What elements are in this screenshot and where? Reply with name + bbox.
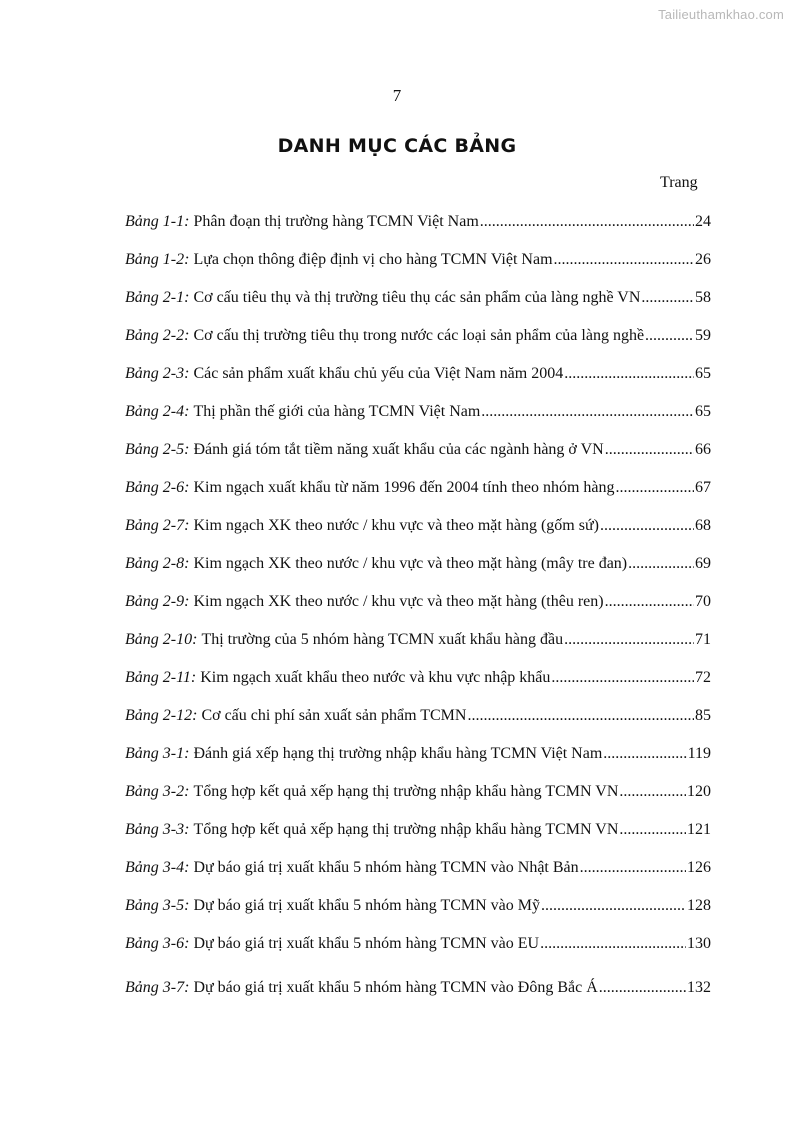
entry-label: Bảng 2-4:: [125, 403, 190, 420]
entry-title: Lựa chọn thông điệp định vị cho hàng TCMN Việt Nam: [193, 251, 553, 268]
entry-label: Bảng 2-10:: [125, 631, 198, 648]
entry-title: Đánh giá xếp hạng thị trường nhập khẩu hàng TCMN Việt Nam: [193, 745, 603, 762]
dot-leader: [564, 355, 694, 393]
entry-label: Bảng 3-2:: [125, 783, 190, 800]
toc-entry: [125, 811, 711, 849]
toc-entry: [125, 735, 711, 773]
entry-page-number: 66: [695, 441, 711, 458]
entry-title: Dự báo giá trị xuất khẩu 5 nhóm hàng TCMN vào EU: [193, 935, 540, 952]
entry-label: Bảng 2-6:: [125, 479, 190, 496]
dot-leader: [628, 545, 694, 583]
entry-page-number: 65: [695, 365, 711, 382]
entry-page-number: 68: [695, 517, 711, 534]
toc-entry: [125, 355, 711, 393]
entry-page-number: 26: [695, 251, 711, 268]
entry-label: Bảng 3-5:: [125, 897, 190, 914]
entry-label: Bảng 2-1:: [125, 289, 190, 306]
entry-page-number: 130: [687, 935, 711, 952]
entry-label: Bảng 3-4:: [125, 859, 190, 876]
toc-entry: [125, 659, 711, 697]
entry-title: Đánh giá tóm tắt tiềm năng xuất khẩu của các ngành hàng ở VN: [193, 441, 604, 458]
page-title: DANH MỤC CÁC BẢNG: [277, 135, 517, 157]
toc-entry: [125, 969, 711, 1007]
dot-leader: [641, 279, 694, 317]
entry-page-number: 58: [695, 289, 711, 306]
dot-leader: [615, 469, 694, 507]
entry-title: Thị trường của 5 nhóm hàng TCMN xuất khẩu hàng đầu: [201, 631, 564, 648]
dot-leader: [481, 393, 694, 431]
entry-title: Tổng hợp kết quả xếp hạng thị trường nhập khẩu hàng TCMN VN: [193, 783, 619, 800]
entry-title: Kim ngạch XK theo nước / khu vực và theo mặt hàng (thêu ren): [193, 593, 604, 610]
dot-leader: [603, 735, 686, 773]
entry-title: Thị phần thế giới của hàng TCMN Việt Nam: [193, 403, 481, 420]
entry-title: Tổng hợp kết quả xếp hạng thị trường nhập khẩu hàng TCMN VN: [193, 821, 619, 838]
entry-label: Bảng 3-1:: [125, 745, 190, 762]
dot-leader: [564, 621, 694, 659]
entry-label: Bảng 3-7:: [125, 979, 190, 996]
toc-entry: [125, 393, 711, 431]
entry-label: Bảng 2-5:: [125, 441, 190, 458]
entry-page-number: 70: [695, 593, 711, 610]
entry-label: Bảng 3-3:: [125, 821, 190, 838]
watermark: Tailieuthamkhao.com: [658, 7, 784, 22]
toc-entry: [125, 241, 711, 279]
dot-leader: [580, 849, 686, 887]
toc-entry: [125, 887, 711, 925]
toc-entry: [125, 621, 711, 659]
entry-page-number: 126: [687, 859, 711, 876]
entry-label: Bảng 2-11:: [125, 669, 197, 686]
dot-leader: [551, 659, 694, 697]
entry-page-number: 65: [695, 403, 711, 420]
entry-label: Bảng 2-7:: [125, 517, 190, 534]
entry-label: Bảng 2-3:: [125, 365, 190, 382]
entry-title: Cơ cấu chi phí sản xuất sản phẩm TCMN: [201, 707, 467, 724]
dot-leader: [599, 969, 686, 1007]
dot-leader: [480, 203, 694, 241]
entry-page-number: 59: [695, 327, 711, 344]
entry-title: Dự báo giá trị xuất khẩu 5 nhóm hàng TCMN vào Đông Bắc Á: [193, 979, 598, 996]
dot-leader: [554, 241, 694, 279]
entry-page-number: 132: [687, 979, 711, 996]
entry-title: Kim ngạch XK theo nước / khu vực và theo mặt hàng (gốm sứ): [193, 517, 599, 534]
entry-page-number: 24: [695, 213, 711, 230]
toc-entry: [125, 317, 711, 355]
toc-entry: [125, 507, 711, 545]
entry-title: Dự báo giá trị xuất khẩu 5 nhóm hàng TCMN vào Mỹ: [193, 897, 540, 914]
entry-page-number: 69: [695, 555, 711, 572]
toc-entry: [125, 431, 711, 469]
dot-leader: [600, 507, 694, 545]
entry-label: Bảng 2-8:: [125, 555, 190, 572]
entry-page-number: 71: [695, 631, 711, 648]
toc-entry: [125, 583, 711, 621]
toc-entry: [125, 203, 711, 241]
entry-title: Dự báo giá trị xuất khẩu 5 nhóm hàng TCMN vào Nhật Bản: [193, 859, 579, 876]
dot-leader: [467, 697, 694, 735]
entry-label: Bảng 2-12:: [125, 707, 198, 724]
entry-page-number: 85: [695, 707, 711, 724]
entry-label: Bảng 2-2:: [125, 327, 190, 344]
entry-title: Cơ cấu tiêu thụ và thị trường tiêu thụ các sản phẩm của làng nghề VN: [193, 289, 641, 306]
entry-label: Bảng 1-1:: [125, 213, 190, 230]
toc-entry: [125, 773, 711, 811]
dot-leader: [619, 811, 686, 849]
entry-title: Kim ngạch XK theo nước / khu vực và theo mặt hàng (mây tre đan): [193, 555, 628, 572]
entry-label: Bảng 2-9:: [125, 593, 190, 610]
dot-leader: [541, 887, 686, 925]
toc-entry: [125, 925, 711, 963]
toc-entry: [125, 849, 711, 887]
dot-leader: [540, 925, 686, 963]
entry-title: Cơ cấu thị trường tiêu thụ trong nước các loại sản phẩm của làng nghề: [193, 327, 645, 344]
entry-page-number: 67: [695, 479, 711, 496]
entry-page-number: 121: [687, 821, 711, 838]
dot-leader: [605, 583, 694, 621]
dot-leader: [619, 773, 686, 811]
toc-entry: [125, 469, 711, 507]
page-column-header: Trang: [660, 174, 698, 191]
table-list: [125, 203, 711, 1007]
entry-page-number: 120: [687, 783, 711, 800]
entry-page-number: 119: [687, 745, 711, 762]
entry-label: Bảng 3-6:: [125, 935, 190, 952]
page-number: 7: [392, 86, 402, 105]
toc-entry: [125, 545, 711, 583]
entry-page-number: 128: [687, 897, 711, 914]
entry-label: Bảng 1-2:: [125, 251, 190, 268]
toc-entry: [125, 697, 711, 735]
entry-title: Kim ngạch xuất khẩu theo nước và khu vực nhập khẩu: [200, 669, 551, 686]
toc-entry: [125, 279, 711, 317]
entry-title: Kim ngạch xuất khẩu từ năm 1996 đến 2004 tính theo nhóm hàng: [193, 479, 615, 496]
entry-title: Phân đoạn thị trường hàng TCMN Việt Nam: [193, 213, 479, 230]
entry-title: Các sản phẩm xuất khẩu chủ yếu của Việt Nam năm 2004: [193, 365, 564, 382]
dot-leader: [605, 431, 694, 469]
dot-leader: [645, 317, 694, 355]
entry-page-number: 72: [695, 669, 711, 686]
